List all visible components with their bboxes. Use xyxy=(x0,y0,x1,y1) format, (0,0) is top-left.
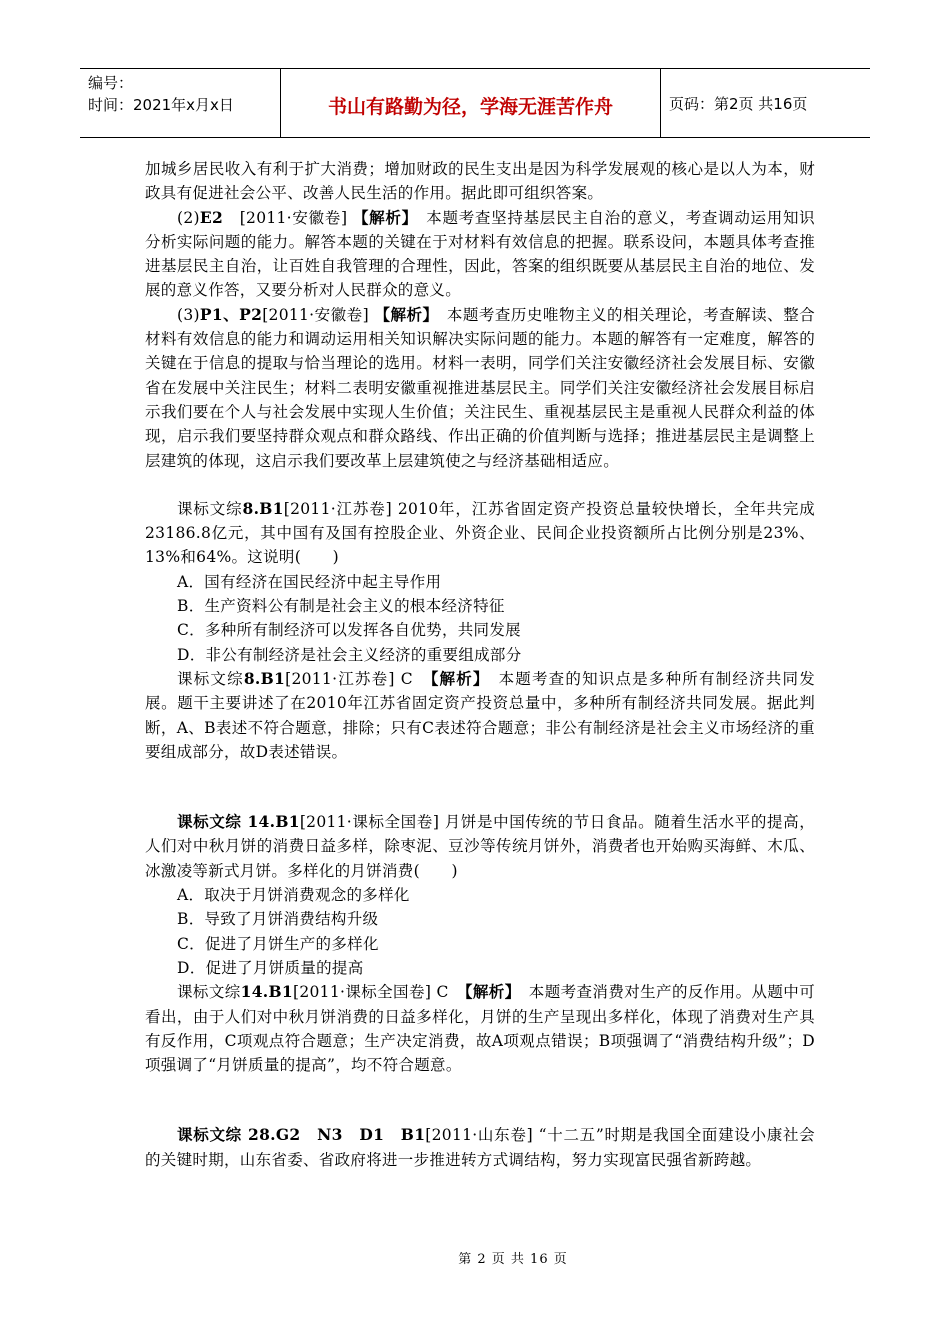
answer-3-code: P1、P2 xyxy=(199,304,263,324)
answer-14: 课标文综14.B1[2011·课标全国卷] C 【解析】 本题考查消费对生产的反作用。从题中可看出，由于人们对中秋月饼消费的日益多样化，月饼的生产呈现出多样化，体现了消费对生产具有反作用，C项观点符合题意；生产决定消费，故A项观点错误；B项强调了“消费结构升级”；D项强调了“月饼质量的提高”，均不符合题意。 xyxy=(145,982,816,1075)
analysis-tag: 【解析】 xyxy=(464,982,513,1002)
document-body xyxy=(145,157,815,1172)
analysis-tag: 【解析】 xyxy=(352,207,411,227)
answer-14-code: 14.B1 xyxy=(240,982,293,1002)
question-28-code: 28.G2 N3 D1 B1 xyxy=(248,1125,426,1145)
question-14-option-d: D．促进了月饼质量的提高 xyxy=(177,958,364,977)
question-8-option-a: A．国有经济在国民经济中起主导作用 xyxy=(177,572,442,591)
answer-2-code: E2 xyxy=(199,207,224,227)
paragraph-continuation: 加城乡居民收入有利于扩大消费；增加财政的民生支出是因为科学发展观的核心是以人为本，财政具有促进社会公平、改善人民生活的作用。据此即可组织答案。 xyxy=(145,160,815,203)
number-label: 编号： xyxy=(88,74,134,92)
question-28: 课标文综 28.G2 N3 D1 B1[2011·山东卷] “十二五”时期是我国全面建设小康社会的关键时期，山东省委、省政府将进一步推进转方式调结构，努力实现富民强省新跨越。 xyxy=(145,1125,815,1169)
question-14-option-c: C．促进了月饼生产的多样化 xyxy=(177,934,379,953)
page-header xyxy=(80,68,870,138)
header-page-info: 页码：第2页 共16页 xyxy=(669,94,808,113)
answer-8: 课标文综8.B1[2011·江苏卷] C 【解析】 本题考查的知识点是多种所有制经济共同发展。题干主要讲述了在2010年江苏省固定资产投资总量中，多种所有制经济共同发展。据此判断，A、B表述不符合题意，排除；只有C表述符合题意；非公有制经济是社会主义市场经济的重要组成部分，故D表述错误。 xyxy=(145,668,815,761)
answer-3: (3)P1、P2[2011·安徽卷] 【解析】 本题考查历史唯物主义的相关理论，考查解读、整合材料有效信息的能力和调动运用相关知识解决实际问题的能力。本题的解答有一定难度，解答的关键在于信息的提取与恰当理论的选用。材料一表明，同学们关注安徽经济社会发展目标、安徽省在发展中关注民生；材料二表明安徽重视推进基层民主。同学们关注安徽经济社会发展目标启示我们要在个人与社会发展中实现人生价值；关注民生、重视基层民主是重视人民群众利益的体现，启示我们要坚持群众观点和群众路线、作出正确的价值判断与选择；推进基层民主是调整上层建筑的体现，这启示我们要改革上层建筑使之与经济基础相适应。 xyxy=(145,304,816,470)
question-14-option-b: B．导致了月饼消费结构升级 xyxy=(177,910,379,929)
question-8-code: 8.B1 xyxy=(242,498,284,518)
question-8-option-c: C．多种所有制经济可以发挥各自优势，共同发展 xyxy=(177,621,521,640)
analysis-tag: 【解析】 xyxy=(374,304,431,324)
date-label: 时间：2021年x月x日 xyxy=(88,96,234,114)
question-8-option-b: B．生产资料公有制是社会主义的根本经济特征 xyxy=(177,597,505,616)
answer-2: (2)E2 [2011·安徽卷] 【解析】 本题考查坚持基层民主自治的意义，考查调动运用知识分析实际问题的能力。解答本题的关键在于对材料有效信息的把握。联系设问，本题具体考查推进基层民主自治，让百姓自我管理的合理性，因此，答案的组织既要从基层民主自治的地位、发展的意义作答，又要分析对人民群众的意义。 xyxy=(145,207,815,300)
question-14: 课标文综 14.B1[2011·课标全国卷] 月饼是中国传统的节日食品。随着生活水平的提高，人们对中秋月饼的消费日益多样，除枣泥、豆沙等传统月饼外，消费者也开始购买海鲜、木瓜、冰激凌等新式月饼。多样化的月饼消费( ) xyxy=(145,812,815,880)
header-motto: 书山有路勤为径，学海无涯苦作舟 xyxy=(281,69,661,137)
header-meta xyxy=(80,69,281,137)
question-14-code: 14.B1 xyxy=(247,812,300,832)
question-14-option-a: A．取决于月饼消费观念的多样化 xyxy=(177,886,410,905)
question-8-option-d: D．非公有制经济是社会主义经济的重要组成部分 xyxy=(177,645,522,664)
analysis-tag: 【解析】 xyxy=(430,668,482,688)
answer-8-code: 8.B1 xyxy=(243,668,286,688)
question-8: 课标文综8.B1[2011·江苏卷] 2010年，江苏省固定资产投资总量较快增长，全年共完成23186.8亿元，其中国有及国有控股企业、外资企业、民间企业投资额所占比例分别是23%、13%和64%。这说明( ) xyxy=(145,498,815,567)
page-footer: 第 2 页 共 16 页 xyxy=(458,1252,568,1267)
